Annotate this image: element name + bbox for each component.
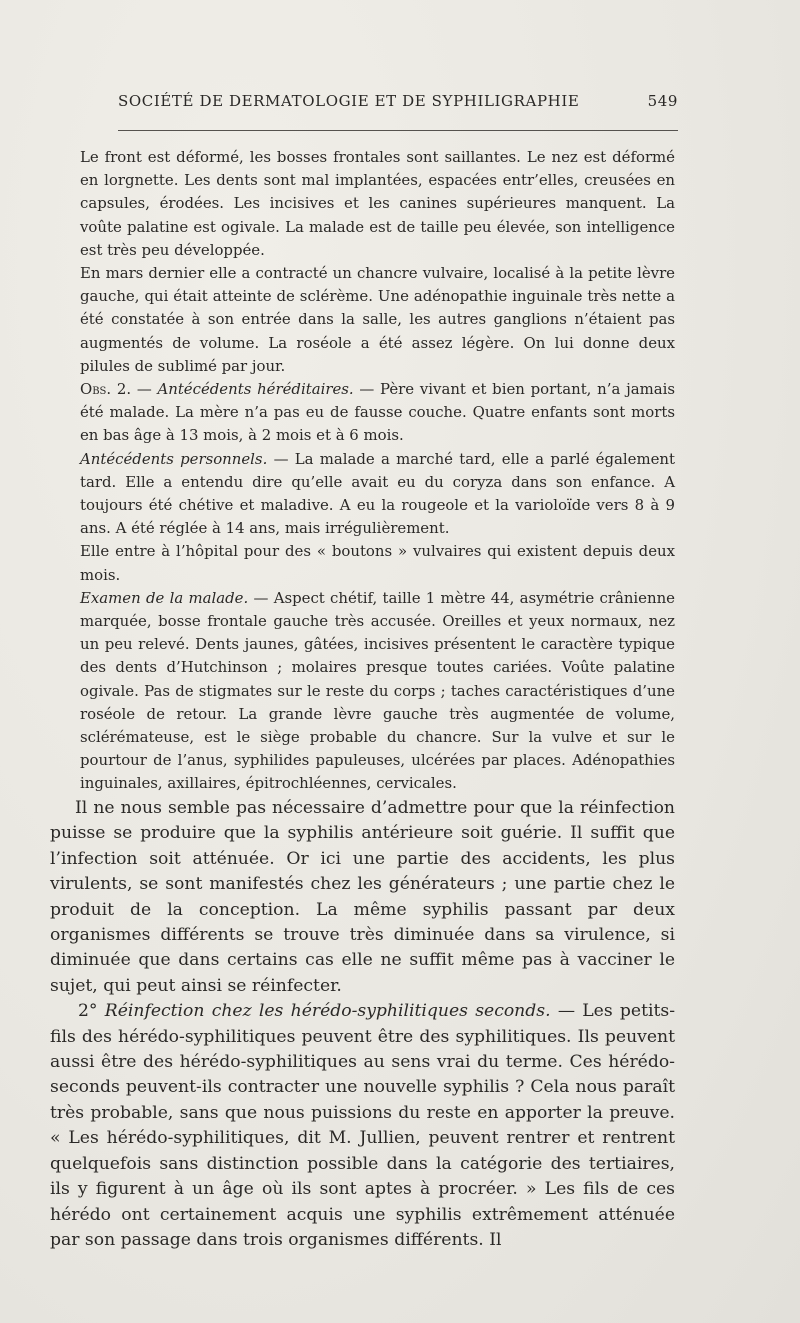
paragraph: [50, 999, 675, 1253]
page-header: [118, 92, 678, 110]
section-number: 2°: [78, 1001, 98, 1022]
paragraph: [80, 587, 675, 796]
paragraph-body: — Père vivant et bien portant, n’a jamais été malade. La mère n’a pas eu de fausse couche. Quatre enfants sont morts en bas âge à 13 mois, à 2 mois et à 6 mois.: [80, 380, 675, 445]
paragraph-body: — Aspect chétif, taille 1 mètre 44, asymétrie crânienne marquée, bosse frontale gauche très accusée. Oreilles et yeux normaux, nez un peu relevé. Dents jaunes, gâtées, incisives présentent le caractère typique des dents d’Hutchinson ; molaires presque toutes cariées. Voûte palatine ogivale. Pas de stigmates sur le reste du corps ; taches caractéristiques d’une roséole de retour. La grande lèvre gauche très augmentée de volume, sclérémateuse, est le siège probable du chancre. Sur la vulve et sur le pourtour de l’anus, syphilides papuleuses, ulcérées par places. Adénopathies inguinales, axillaires, épitrochléennes, cervicales.: [80, 588, 675, 793]
section-lead: Antécédents personnels.: [80, 449, 268, 468]
paragraph: Le front est déformé, les bosses frontales sont saillantes. Le nez est déformé en lorgnette. Les dents sont mal implantées, espacées entr’elles, creusées en capsules, érodées. Les incisives et les canines supérieures manquent. La voûte palatine est ogivale. La malade est de taille peu élevée, son intelligence est très peu développée.: [80, 148, 675, 259]
paragraph: Il ne nous semble pas nécessaire d’admettre pour que la réinfection puisse se produire que la syphilis antérieure soit guérie. Il suffit que l’infection soit atténuée. Or ici une partie des accidents, les plus virulents, se sont manifestés chez les générateurs ; une partie chez le produit de la conception. La même syphilis passant par deux organismes différents se trouve très diminuée dans sa virulence, si diminuée que dans certains cas elle ne suffit même pas à vacciner le sujet, qui peut ainsi se réinfecter.: [50, 798, 675, 996]
header-rule: [118, 130, 678, 131]
page-number: 549: [647, 92, 678, 110]
paragraph: En mars dernier elle a contracté un chancre vulvaire, localisé à la petite lèvre gauche, qui était atteinte de sclérème. Une adénopathie inguinale très nette a été constatée à son entrée dans la salle, les autres ganglions n’étaient pas augmentés de volume. La roséole a été assez légère. On lui donne deux pilules de sublimé par jour.: [80, 264, 675, 375]
section-title: Réinfection chez les hérédo-syphilitiques seconds.: [104, 1001, 551, 1022]
section-lead: Antécédents héréditaires.: [157, 380, 354, 399]
section-lead: Examen de la malade.: [80, 588, 249, 607]
observation-text: [80, 146, 675, 796]
observation-number: Obs. 2.: [80, 380, 132, 399]
paragraph-body: — La malade a marché tard, elle a parlé également tard. Elle a entendu dire qu’elle avait eu du coryza dans son enfance. A toujours été chétive et maladive. A eu la rougeole et la varioloïde vers 8 à 9 ans. A été réglée à 14 ans, mais irrégulièrement.: [80, 449, 675, 538]
paragraph: Obs. 2. — Antécédents héréditaires. — Père vivant et bien portant, n’a jamais été malade. La mère n’a pas eu de fausse couche. Quatre enfants sont morts en bas âge à 13 mois, à 2 mois et à 6 mois.: [80, 380, 675, 445]
main-text: [50, 796, 675, 1253]
paragraph: Elle entre à l’hôpital pour des « boutons » vulvaires qui existent depuis deux mois.: [80, 542, 675, 584]
paragraph-body: — Les petits-fils des hérédo-syphilitiques peuvent être des syphilitiques. Ils peuvent aussi être des hérédo-syphilitiques au sens vrai du terme. Ces hérédo-seconds peuvent-ils contracter une nouvelle syphilis ? Cela nous paraît très probable, sans que nous puissions du reste en apporter la preuve. « Les hérédo-syphilitiques, dit M. Jullien, peuvent rentrer et rentrent quelquefois sans distinction possible dans la catégorie des tertiaires, ils y figurent à un âge où ils sont aptes à procréer. » Les fils de ces hérédo ont certainement acquis une syphilis extrêmement atténuée par son passage dans trois organismes différents. Il: [50, 1001, 676, 1250]
paragraph: [80, 448, 675, 541]
running-title: SOCIÉTÉ DE DERMATOLOGIE ET DE SYPHILIGRAPHIE: [118, 92, 580, 110]
